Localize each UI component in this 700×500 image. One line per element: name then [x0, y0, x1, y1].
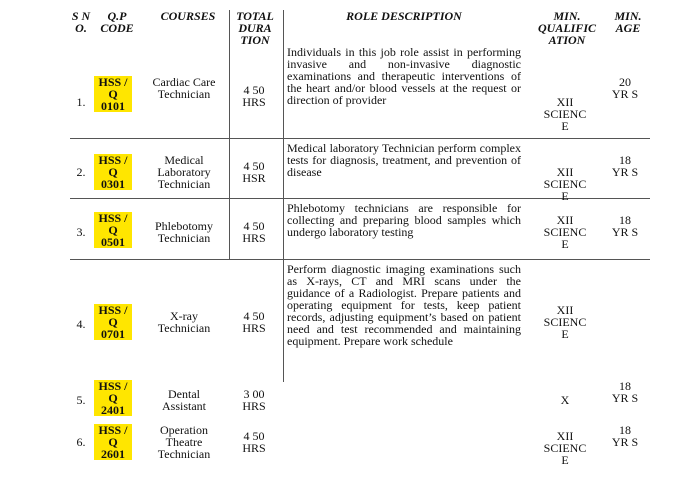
header-min-age: MIN. AGE — [614, 9, 642, 35]
header-total-duration: TOTAL DURA TION — [236, 9, 274, 47]
qp-code-highlight: HSS / Q 0501 — [94, 212, 132, 248]
header-role-description: ROLE DESCRIPTION — [346, 9, 462, 23]
row-2-sno: 2. — [76, 165, 86, 179]
row-1-duration: 4 50 HRS — [242, 83, 266, 109]
row-3-qualification: XII SCIENC E — [543, 213, 587, 251]
row-6-qp-code — [94, 424, 132, 460]
row-5-qp-code — [94, 380, 132, 416]
row-6-course: Operation Theatre Technician — [157, 423, 211, 461]
qp-code-highlight: HSS / Q 2401 — [94, 380, 132, 416]
row-2-role: Medical laboratory Technician perform complex tests for diagnosis, treatment, and prevention of disease — [287, 141, 521, 179]
header-courses: COURSES — [160, 9, 216, 23]
row-6-qualification: XII SCIENC E — [543, 429, 587, 467]
row-2-duration: 4 50 HSR — [242, 159, 266, 185]
row-6-age: 18 YR S — [611, 423, 639, 449]
row-2-qualification: XII SCIENC E — [543, 165, 587, 203]
row-1-age: 20 YR S — [611, 75, 639, 101]
row-5-qualification: X — [560, 393, 570, 407]
row-5-sno: 5. — [76, 393, 86, 407]
row-1-role: Individuals in this job role assist in performing invasive and non-invasive diagnostic examinations and therapeutic interventions of the heart and/or blood vessels at the request or direction of provider — [287, 45, 521, 107]
row-4-duration: 4 50 HRS — [242, 309, 266, 335]
qp-code-highlight: HSS / Q 0101 — [94, 76, 132, 112]
row-6-duration: 4 50 HRS — [242, 429, 266, 455]
row-2-course: Medical Laboratory Technician — [157, 153, 211, 191]
row-1-course: Cardiac Care Technician — [152, 75, 216, 101]
row-4-course: X-ray Technician — [157, 309, 211, 335]
header-min-qualification: MIN. QUALIFIC ATION — [537, 9, 596, 47]
row-4-sno: 4. — [76, 317, 86, 331]
row-3-sno: 3. — [76, 225, 86, 239]
row-4-qp-code — [94, 304, 132, 340]
grid-line — [283, 10, 284, 382]
header-sno: S N O. — [71, 9, 91, 35]
row-3-duration: 4 50 HRS — [242, 219, 266, 245]
row-divider — [70, 259, 650, 260]
row-5-course: Dental Assistant — [161, 387, 206, 413]
row-4-qualification: XII SCIENC E — [543, 303, 587, 341]
row-3-age: 18 YR S — [611, 213, 639, 239]
qp-code-highlight: HSS / Q 2601 — [94, 424, 132, 460]
row-1-qp-code — [94, 76, 132, 112]
row-6-sno: 6. — [76, 435, 86, 449]
row-5-age: 18 YR S — [611, 379, 639, 405]
qp-code-highlight: HSS / Q 0301 — [94, 154, 132, 190]
row-5-duration: 3 00 HRS — [242, 387, 266, 413]
row-3-role: Phlebotomy technicians are responsible for collecting and preparing blood samples which undergo laboratory testing — [287, 201, 521, 239]
qp-code-highlight: HSS / Q 0701 — [94, 304, 132, 340]
row-3-qp-code — [94, 212, 132, 248]
row-1-sno: 1. — [76, 95, 86, 109]
row-divider — [70, 138, 650, 139]
grid-line — [229, 10, 230, 260]
row-4-role: Perform diagnostic imaging examinations such as X-rays, CT and MRI scans under the guidance of a Radiologist. Prepare patients and operating equipment for tests, keep patient records, adjusting equipment’s based on patient need and test recommended and maintaining equipment. Prepare work schedule — [287, 262, 521, 348]
row-2-age: 18 YR S — [611, 153, 639, 179]
row-1-qualification: XII SCIENC E — [543, 95, 587, 133]
row-3-course: Phlebotomy Technician — [154, 219, 213, 245]
row-2-qp-code — [94, 154, 132, 190]
header-qp-code: Q.P CODE — [100, 9, 134, 35]
